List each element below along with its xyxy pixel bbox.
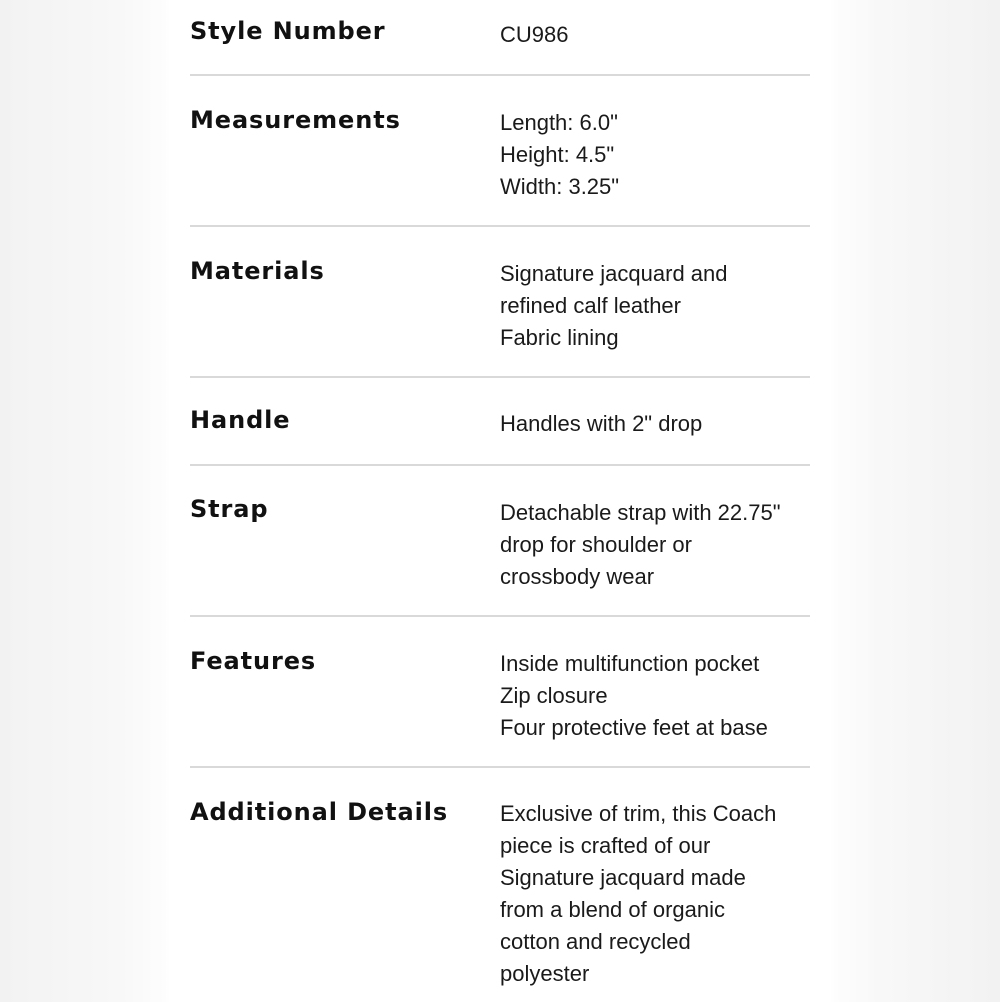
spec-value-line: Signature jacquard made — [500, 865, 746, 890]
spec-value-line: Four protective feet at base — [500, 715, 768, 740]
spec-value-line: Height: 4.5" — [500, 142, 615, 167]
spec-value-line: Inside multifunction pocket — [500, 651, 760, 676]
spec-value — [500, 258, 820, 354]
spec-label: Strap — [190, 495, 269, 523]
spec-label: Style Number — [190, 17, 386, 45]
spec-value-line: Handles with 2" drop — [500, 411, 703, 436]
spec-value-line: Width: 3.25" — [500, 174, 620, 199]
spec-row-features — [190, 617, 810, 768]
spec-label: Handle — [190, 406, 291, 434]
spec-value-line: from a blend of organic — [500, 897, 726, 922]
spec-value — [500, 798, 820, 990]
spec-value — [500, 19, 820, 51]
spec-label: Materials — [190, 257, 325, 285]
spec-value-line: crossbody wear — [500, 564, 655, 589]
spec-value — [500, 107, 820, 203]
spec-label: Additional Details — [190, 798, 449, 826]
spec-value-line: refined calf leather — [500, 293, 681, 318]
spec-value-line: Length: 6.0" — [500, 110, 618, 135]
spec-row-style-number — [190, 0, 810, 76]
spec-value-line: cotton and recycled — [500, 929, 691, 954]
spec-value-line: Signature jacquard and — [500, 261, 728, 286]
product-specs-table — [190, 0, 810, 1002]
spec-value — [500, 408, 820, 440]
spec-row-measurements — [190, 76, 810, 227]
spec-value — [500, 497, 820, 593]
spec-value-line: polyester — [500, 961, 590, 986]
spec-value-line: CU986 — [500, 22, 569, 47]
spec-row-strap — [190, 466, 810, 617]
spec-label: Features — [190, 647, 317, 675]
spec-value-line: Exclusive of trim, this Coach — [500, 801, 777, 826]
spec-value-line: piece is crafted of our — [500, 833, 711, 858]
spec-row-materials — [190, 227, 810, 378]
spec-value-line: Zip closure — [500, 683, 608, 708]
spec-value — [500, 648, 820, 744]
spec-value-line: Detachable strap with 22.75" — [500, 500, 781, 525]
spec-label: Measurements — [190, 106, 401, 134]
spec-value-line: Fabric lining — [500, 325, 619, 350]
spec-row-handle — [190, 378, 810, 466]
spec-value-line: drop for shoulder or — [500, 532, 692, 557]
spec-row-additional-details — [190, 768, 810, 1002]
